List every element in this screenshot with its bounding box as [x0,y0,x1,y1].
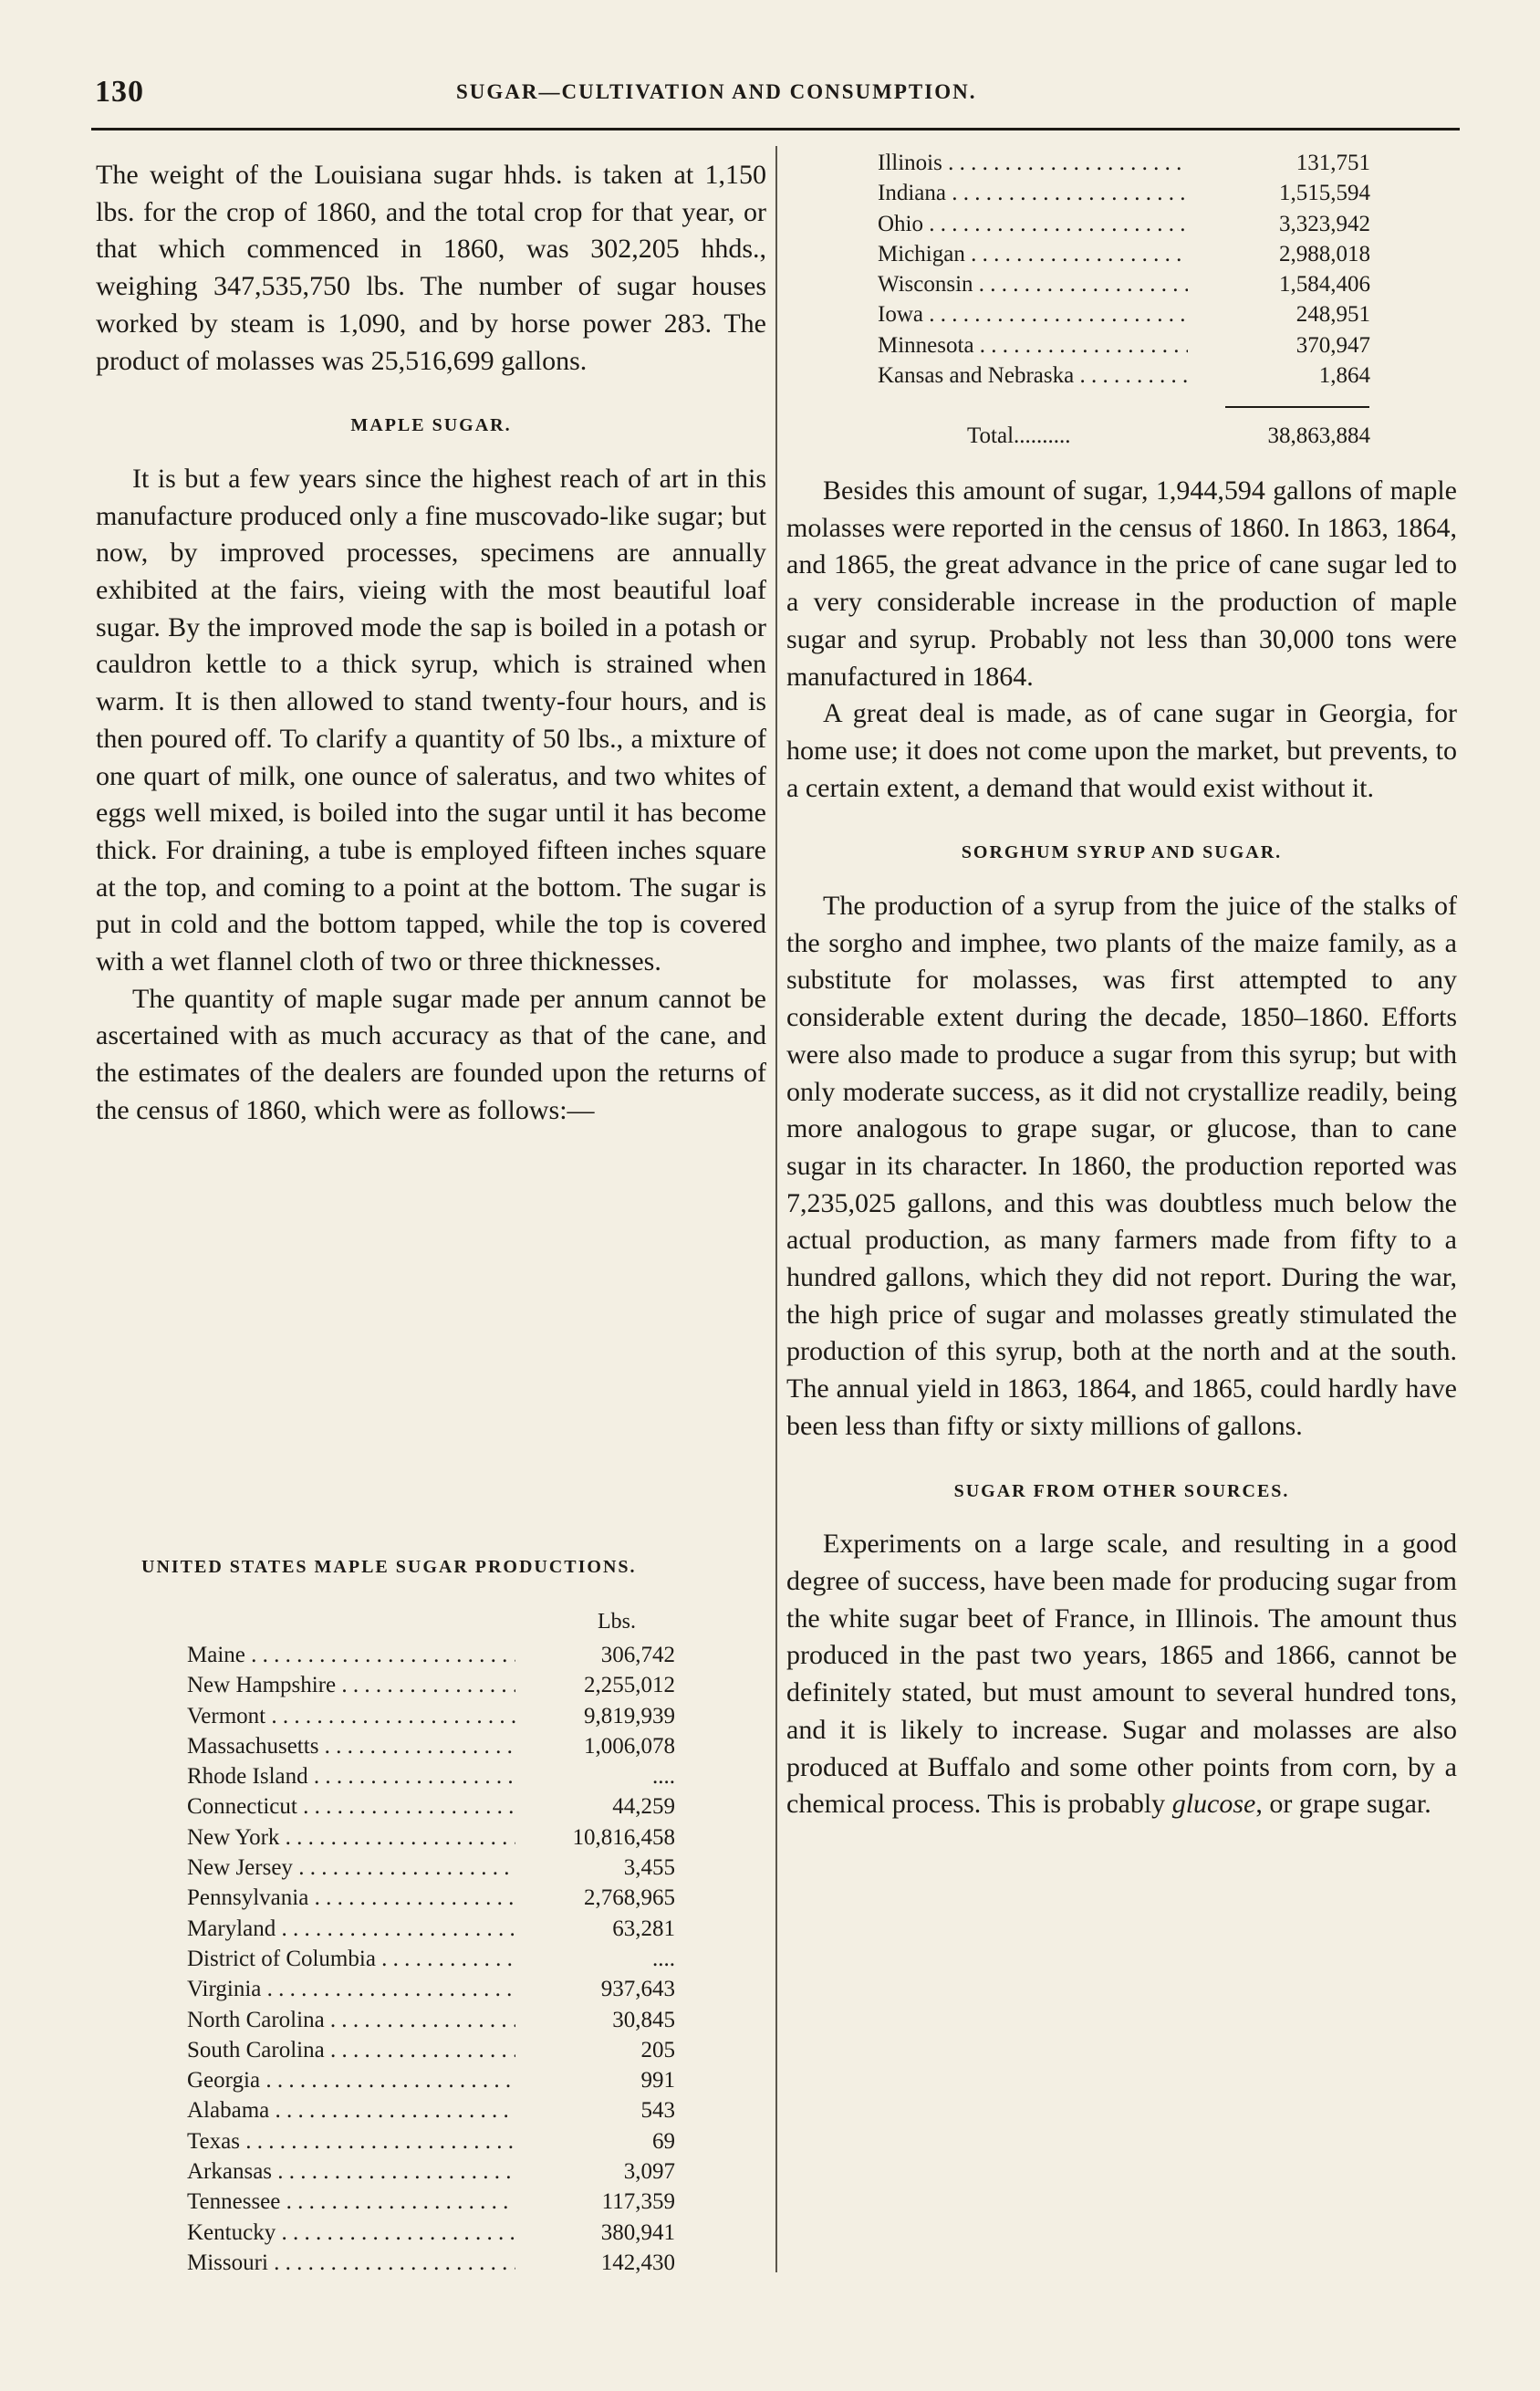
table-row [187,2248,675,2278]
header-rule [91,128,1460,131]
state-name: Rhode Island . . . [187,1761,515,1791]
other-sources-paragraph [786,1526,1457,1823]
state-name: Georgia . . . [187,2065,515,2095]
state-name: New Jersey . . . [187,1853,515,1883]
table-row [878,178,1370,208]
state-value: 2,768,965 [584,1885,675,1911]
table-row [187,2218,675,2248]
state-value: 248,951 [1295,302,1370,328]
table-row [187,2187,675,2217]
georgia-paragraph: A great deal is made, as of cane sugar in Georgia, for home use; it does not come upon the market, but prevents, to a certain extent, a demand that would exist without it. [786,698,1457,803]
table-row [187,1944,675,1974]
page-number: 130 [95,75,144,109]
table-row [878,360,1370,391]
state-name: Connecticut . . . [187,1791,515,1822]
running-head: SUGAR—CULTIVATION AND CONSUMPTION. [456,80,977,103]
state-value: 3,455 [623,1855,675,1881]
sorghum-paragraph: The production of a syrup from the juice of the stalks of the sorgho and imphee, two plants of the maize family, as a substitute for molasses, was first attempted to any considerable extent during the decade, 1850–1860. Efforts were also made to produce a sugar from this syrup; but with only moderate success, as it did not crystallize readily, being more analogous to grape sugar, or glucose, than to cane sugar in its character. In 1860, the production reported was 7,235,025 gallons, and this was doubtless much below the actual production, as many farmers made from fifty to a hundred gallons, which they did not report. During the war, the high price of sugar and molasses greatly stimulated the production of this syrup, both at the north and at the south. The annual yield in 1863, 1864, and 1865, could hardly have been less than fifty or sixty millions of gallons. [786,891,1457,1441]
state-value: 2,988,018 [1279,241,1370,266]
state-name: Kentucky . . . [187,2218,515,2248]
table-row [187,1731,675,1761]
state-name: Alabama . . . [187,2095,515,2125]
state-value: 2,255,012 [584,1673,675,1698]
state-name: Ohio . . . [878,209,1188,239]
table-row [187,1853,675,1883]
table-row [187,1761,675,1791]
state-name: Virginia . . . [187,1974,515,2004]
table-row [878,148,1370,178]
table-row [878,209,1370,239]
table-row [878,269,1370,299]
state-name: Minnesota . . . [878,330,1188,360]
column-divider [775,146,777,2272]
state-name: Maine . . . [187,1640,515,1670]
table-row [187,1670,675,1700]
table-row [187,1791,675,1822]
table-row [187,1974,675,2004]
right-column [786,473,1457,1823]
table-row [187,2156,675,2187]
state-value: 3,097 [623,2159,675,2185]
maple-molasses-paragraph: Besides this amount of sugar, 1,944,594 gallons of maple molasses were reported in the census of 1860. In 1863, 1864, and 1865, the great advance in the price of cane sugar led to a very considerable increase in the production of maple sugar and syrup. Probably not less than 30,000 tons were manufactured in 1864. [786,475,1457,692]
total-row [967,423,1370,449]
table-row [878,330,1370,360]
other-sources-heading: SUGAR FROM OTHER SOURCES. [953,1480,1290,1501]
maple-table-part-2 [878,148,1370,391]
maple-sugar-heading: MAPLE SUGAR. [350,415,512,436]
table-row [187,2095,675,2125]
other-sources-end: , or grape sugar. [1255,1789,1431,1820]
sorghum-heading: SORGHUM SYRUP AND SUGAR. [961,842,1283,863]
state-value: 370,947 [1295,332,1370,358]
state-value: 306,742 [600,1643,675,1667]
state-name: Vermont . . . [187,1701,515,1731]
state-name: Tennessee . . . [187,2187,515,2217]
glucose-term: glucose [1171,1789,1256,1820]
louisiana-paragraph: The weight of the Louisiana sugar hhds. is taken at 1,150 lbs. for the crop of 1860, and the total crop for that year, or that which commenced in 1860, was 302,205 hhds., weighing 347,535,750 lbs. The number of sugar houses worked by steam is 1,090, and by horse power 283. The product of molasses was 25,516,699 gallons. [96,160,766,376]
page-header [91,75,1460,111]
maple-quantity-paragraph: The quantity of maple sugar made per annum cannot be ascertained with as much accuracy as that of the cane, and the estimates of the dealers are founded upon the returns of the census of 1860, which were as follows:— [96,983,766,1125]
table-row [187,1701,675,1731]
table-row [187,1883,675,1913]
state-value: 991 [640,2068,675,2093]
state-value: 937,643 [600,1977,675,2002]
state-name: Massachusetts . . . [187,1731,515,1761]
state-name: New York . . . [187,1822,515,1853]
state-name: Illinois . . . [878,148,1188,178]
total-label: Total.......... [967,423,1071,448]
table-row [187,2065,675,2095]
state-value: 9,819,939 [584,1703,675,1728]
state-name: New Hampshire . . . [187,1670,515,1700]
state-value: .... [652,1764,675,1790]
left-column [96,157,766,1130]
state-value: 44,259 [612,1794,675,1820]
state-name: North Carolina . . . [187,2005,515,2035]
state-value: 1,584,406 [1279,272,1370,298]
state-name: Maryland . . . [187,1914,515,1944]
table-row [878,239,1370,269]
state-name: Iowa . . . [878,299,1188,329]
maple-process-paragraph: It is but a few years since the highest reach of art in this manufacture produced only a fine muscovado-like sugar; but now, by improved processes, specimens are annually exhibited at the fairs, vieing with the most beautiful loaf sugar. By the improved mode the sap is boiled in a potash or cauldron kettle to a thick syrup, which is strained when warm. It is then allowed to stand twenty-four hours, and is then poured off. To clarify a quantity of 50 lbs., a mixture of one quart of milk, one ounce of saleratus, and two whites of eggs well mixed, is boiled into the sugar until it has become thick. For draining, a tube is employed fifteen inches square at the top, and coming to a point at the bottom. The sugar is put in cold and the bottom tapped, while the top is covered with a wet flannel cloth of two or three thicknesses. [96,463,766,977]
state-value: 543 [640,2098,675,2124]
state-value: 10,816,458 [572,1824,675,1850]
state-value: 3,323,942 [1279,211,1370,236]
table-row [187,2126,675,2156]
state-name: South Carolina . . . [187,2035,515,2065]
state-name: Wisconsin . . . [878,269,1188,299]
state-value: 142,430 [600,2250,675,2275]
state-value: 380,941 [600,2219,675,2245]
maple-table-part-1 [187,1613,675,2278]
table-row [187,1822,675,1853]
total-value: 38,863,884 [1267,423,1370,448]
state-value: 1,006,078 [584,1733,675,1759]
state-value: 131,751 [1295,151,1370,175]
lbs-column-header: Lbs. [598,1610,636,1634]
state-value: 1,515,594 [1279,181,1370,206]
state-name: Michigan . . . [878,239,1188,269]
state-value: 69 [652,2128,675,2154]
total-rule [1225,406,1369,408]
table-row [187,1640,675,1670]
state-name: Indiana . . . [878,178,1188,208]
table-row [187,1914,675,1944]
state-name: Arkansas . . . [187,2156,515,2187]
table-row [187,2035,675,2065]
state-value: 1,864 [1318,363,1370,389]
state-value: 117,359 [601,2189,675,2215]
state-name: Kansas and Nebraska . . . [878,360,1188,391]
table-row [878,299,1370,329]
state-value: 205 [640,2037,675,2062]
state-name: Pennsylvania . . . [187,1883,515,1913]
maple-table-title: UNITED STATES MAPLE SUGAR PRODUCTIONS. [141,1557,637,1577]
state-name: District of Columbia . . . [187,1944,515,1974]
other-sources-text: Experiments on a large scale, and resulting in a good degree of success, have been made for producing sugar from the white sugar beet of France, in Illinois. The amount thus produced in the past two years, 1865 and 1866, cannot be definitely stated, but must amount to several hundred tons, and it is likely to increase. Sugar and molasses are also produced at Buffalo and some other points from corn, by a chemical process. This is probably [786,1529,1457,1820]
state-name: Missouri . . . [187,2248,515,2278]
state-name: Texas . . . [187,2126,515,2156]
state-value: 63,281 [612,1916,675,1941]
state-value: 30,845 [612,2007,675,2032]
table-row [187,2005,675,2035]
state-value: .... [652,1946,675,1971]
